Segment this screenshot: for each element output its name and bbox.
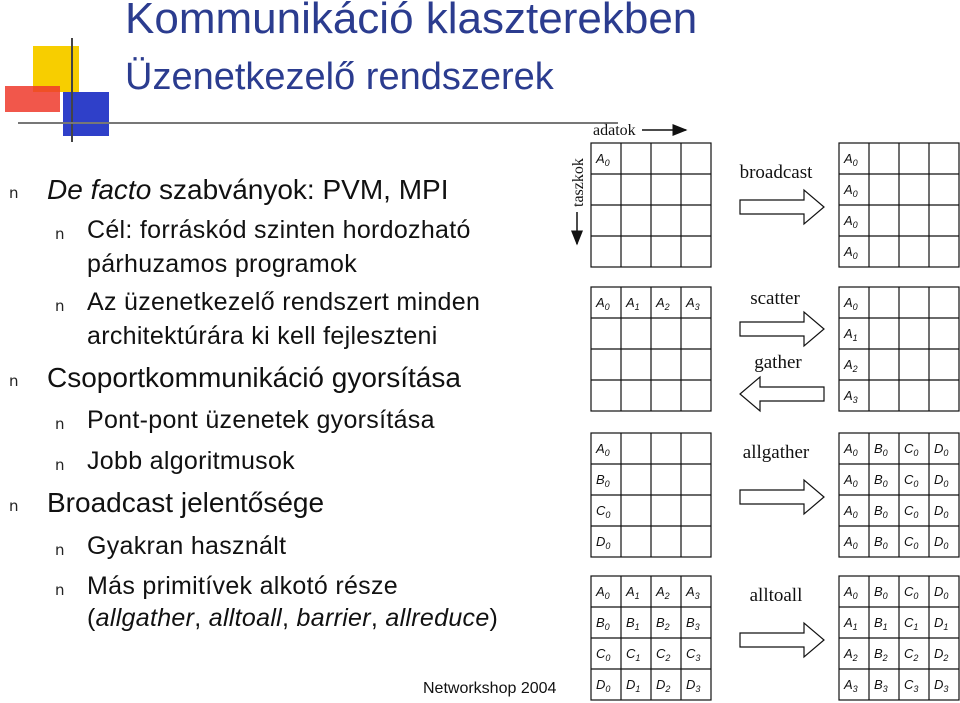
cell-label: $A_3$ — [844, 677, 858, 694]
cell-label: $D_3$ — [686, 677, 701, 694]
cell-label: $A_0$ — [596, 584, 610, 601]
bullet-text: Broadcast jelentősége — [47, 487, 325, 518]
cell-label: $C_0$ — [904, 503, 919, 520]
cell-label: $A_0$ — [844, 151, 858, 168]
axis-label-data: adatok — [593, 122, 636, 139]
cell-label: $B_0$ — [874, 584, 888, 601]
cell-label: $A_0$ — [596, 295, 610, 312]
bullet-text: Más primitívek alkotó része — [87, 572, 398, 600]
slide-title: Kommunikáció klaszterekben — [125, 0, 698, 43]
bullet-text: allgather — [95, 604, 195, 632]
operation-label-scatter: scatter — [750, 288, 800, 309]
bullet-text: Cél: forráskód szinten hordozható — [87, 216, 471, 244]
cell-label: $B_0$ — [874, 472, 888, 489]
operation-label-gather: gather — [754, 352, 802, 373]
bullet-marker: n — [55, 225, 65, 243]
grid-after — [839, 287, 959, 411]
cell-label: $A_0$ — [596, 441, 610, 458]
block-arrow-right — [740, 480, 824, 514]
cell-label: $D_1$ — [934, 615, 949, 632]
cell-label: $A_0$ — [844, 472, 858, 489]
cell-label: $D_0$ — [934, 472, 949, 489]
bullet-marker: n — [9, 184, 19, 202]
bullet-text: Az üzenetkezelő rendszert minden — [87, 288, 481, 316]
cell-label: $B_2$ — [874, 646, 888, 663]
cell-label: $B_0$ — [596, 615, 610, 632]
operation-row — [591, 433, 959, 557]
cell-label: $C_3$ — [686, 646, 701, 663]
cell-label: $C_0$ — [596, 503, 611, 520]
operation-label-alltoall: alltoall — [749, 585, 803, 606]
cell-label: $A_3$ — [686, 584, 700, 601]
cell-label: $D_0$ — [934, 441, 949, 458]
cell-label: $A_1$ — [626, 584, 640, 601]
cell-label: $A_1$ — [626, 295, 640, 312]
slide-subtitle: Üzenetkezelő rendszerek — [125, 56, 554, 98]
cell-label: $B_0$ — [874, 534, 888, 551]
cell-label: $D_1$ — [626, 677, 641, 694]
grid-after — [839, 143, 959, 267]
bullet-text: szabványok: PVM, MPI — [151, 174, 449, 205]
cell-label: $A_0$ — [844, 295, 858, 312]
bullet-text: ) — [489, 604, 499, 632]
cell-label: $D_3$ — [934, 677, 949, 694]
grid-before — [591, 576, 711, 700]
footer-text: Networkshop 2004 — [423, 680, 557, 697]
cell-label: $B_3$ — [874, 677, 888, 694]
bullet-marker: n — [55, 541, 65, 559]
cell-label: $A_0$ — [844, 213, 858, 230]
cell-label: $D_0$ — [934, 503, 949, 520]
block-arrow-right — [740, 312, 824, 346]
cell-label: $C_2$ — [656, 646, 671, 663]
cell-label: $B_0$ — [874, 503, 888, 520]
cell-label: $A_3$ — [686, 295, 700, 312]
bullet-text: , — [194, 604, 209, 632]
grid-before — [591, 143, 711, 267]
cell-label: $A_0$ — [844, 244, 858, 261]
bullet-text: Jobb algoritmusok — [87, 447, 295, 475]
cell-label: $A_2$ — [656, 295, 670, 312]
cell-label: $D_0$ — [596, 534, 611, 551]
cell-label: $B_1$ — [874, 615, 888, 632]
grid-before — [591, 433, 711, 557]
cell-label: $A_0$ — [596, 151, 610, 168]
bullet-text: De facto — [47, 174, 152, 205]
block-arrow-left — [740, 377, 824, 411]
bullet-text: allreduce — [385, 604, 490, 632]
cell-label: $A_1$ — [844, 326, 858, 343]
cell-label: $C_0$ — [904, 441, 919, 458]
cell-label: $A_2$ — [656, 584, 670, 601]
bullet-marker: n — [55, 456, 65, 474]
block-arrow-right — [740, 190, 824, 224]
cell-label: $C_0$ — [904, 534, 919, 551]
bullet-text: párhuzamos programok — [87, 250, 358, 278]
cell-label: $D_2$ — [656, 677, 671, 694]
operation-label-allgather: allgather — [742, 442, 810, 463]
bullet-text: architektúrára ki kell fejleszteni — [87, 322, 438, 350]
cell-label: $C_2$ — [904, 646, 919, 663]
cell-label: $C_0$ — [596, 646, 611, 663]
cell-label: $A_1$ — [844, 615, 858, 632]
bullet-text: ( — [87, 604, 96, 632]
cell-label: $C_0$ — [904, 472, 919, 489]
cell-label: $A_0$ — [844, 584, 858, 601]
cell-label: $A_0$ — [844, 441, 858, 458]
bullet-text: Gyakran használt — [87, 532, 287, 560]
cell-label: $D_0$ — [934, 584, 949, 601]
cell-label: $B_0$ — [874, 441, 888, 458]
cell-label: $A_0$ — [844, 534, 858, 551]
bullet-text: , — [282, 604, 297, 632]
operation-row — [591, 576, 959, 700]
cell-label: $B_0$ — [596, 472, 610, 489]
grid-after — [839, 433, 959, 557]
cell-label: $C_3$ — [904, 677, 919, 694]
cell-label: $A_0$ — [844, 503, 858, 520]
operation-label-broadcast: broadcast — [739, 162, 813, 183]
cell-label: $D_0$ — [596, 677, 611, 694]
cell-label: $C_1$ — [904, 615, 919, 632]
bullet-text: Pont-pont üzenetek gyorsítása — [87, 406, 435, 434]
cell-label: $C_0$ — [904, 584, 919, 601]
cell-label: $D_0$ — [934, 534, 949, 551]
operation-row — [591, 143, 959, 267]
grid-before — [591, 287, 711, 411]
cell-label: $A_3$ — [844, 388, 858, 405]
cell-label: $A_0$ — [844, 182, 858, 199]
bullet-marker: n — [9, 372, 19, 390]
bullet-text: alltoall — [208, 604, 283, 632]
cell-label: $B_2$ — [656, 615, 670, 632]
block-arrow-right — [740, 623, 824, 657]
bullet-marker: n — [55, 581, 65, 599]
bullet-text: barrier — [296, 604, 371, 632]
axis-label-tasks: taszkok — [570, 158, 587, 207]
cell-label: $D_2$ — [934, 646, 949, 663]
operation-row — [591, 287, 959, 411]
bullet-marker: n — [55, 297, 65, 315]
bullet-text: , — [370, 604, 386, 632]
grid-after — [839, 576, 959, 700]
cell-label: $A_2$ — [844, 646, 858, 663]
cell-label: $A_2$ — [844, 357, 858, 374]
bullet-marker: n — [9, 497, 19, 515]
cell-label: $B_3$ — [686, 615, 700, 632]
cell-label: $B_1$ — [626, 615, 640, 632]
bullet-text: Csoportkommunikáció gyorsítása — [47, 362, 461, 393]
cell-label: $C_1$ — [626, 646, 641, 663]
bullet-marker: n — [55, 415, 65, 433]
